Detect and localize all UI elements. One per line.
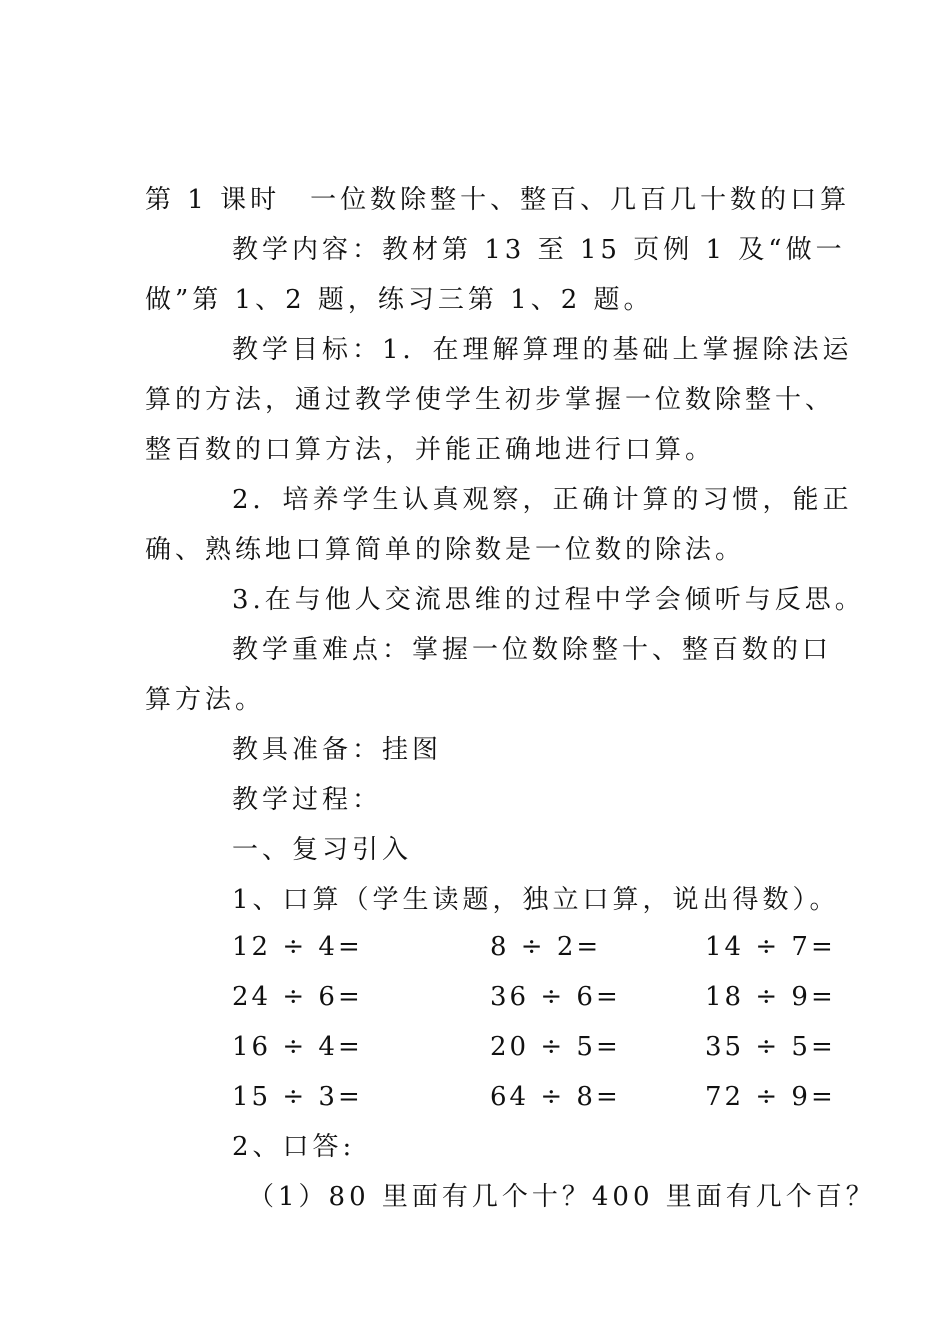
problem-cell: 15 ÷ 3=	[232, 1082, 363, 1112]
problem-cell: 20 ÷ 5=	[490, 1032, 621, 1062]
oral-calculation-instruction: 1、口算（学生读题，独立口算，说出得数）。	[232, 885, 840, 915]
section-review-intro: 一、复习引入	[232, 835, 413, 865]
teaching-goal-1-line-2: 算的方法，通过教学使学生初步掌握一位数除整十、	[145, 385, 836, 415]
teaching-process-heading: 教学过程：	[232, 785, 383, 815]
problem-cell: 8 ÷ 2=	[490, 932, 602, 962]
teaching-goal-1-line-1: 教学目标：1．在理解算理的基础上掌握除法运	[232, 335, 853, 365]
problem-cell: 16 ÷ 4=	[232, 1032, 363, 1062]
teaching-goal-1-line-3: 整百数的口算方法，并能正确地进行口算。	[145, 435, 716, 465]
teaching-goal-2-line-2: 确、熟练地口算简单的除数是一位数的除法。	[145, 535, 746, 565]
teaching-goal-2-line-1: 2．培养学生认真观察，正确计算的习惯，能正	[232, 485, 853, 515]
teaching-tools: 教具准备：挂图	[232, 735, 443, 765]
problem-cell: 18 ÷ 9=	[705, 982, 836, 1012]
problem-cell: 35 ÷ 5=	[705, 1032, 836, 1062]
problem-cell: 14 ÷ 7=	[705, 932, 836, 962]
problem-cell: 36 ÷ 6=	[490, 982, 621, 1012]
problem-cell: 72 ÷ 9=	[705, 1082, 836, 1112]
teaching-content-line-1: 教学内容：教材第 13 至 15 页例 1 及“做一	[232, 235, 846, 265]
teaching-goal-3: 3.在与他人交流思维的过程中学会倾听与反思。	[232, 585, 865, 615]
oral-answer-heading: 2、口答:	[232, 1132, 356, 1162]
problem-cell: 24 ÷ 6=	[232, 982, 363, 1012]
problem-cell: 12 ÷ 4=	[232, 932, 363, 962]
question-1: （1）80 里面有几个十？400 里面有几个百？	[248, 1182, 876, 1212]
key-points-line-1: 教学重难点：掌握一位数除整十、整百数的口	[232, 635, 833, 665]
problem-cell: 64 ÷ 8=	[490, 1082, 621, 1112]
teaching-content-line-2: 做”第 1、2 题，练习三第 1、2 题。	[145, 285, 654, 315]
lesson-title: 第 1 课时 一位数除整十、整百、几百几十数的口算	[145, 185, 851, 215]
key-points-line-2: 算方法。	[145, 685, 266, 715]
